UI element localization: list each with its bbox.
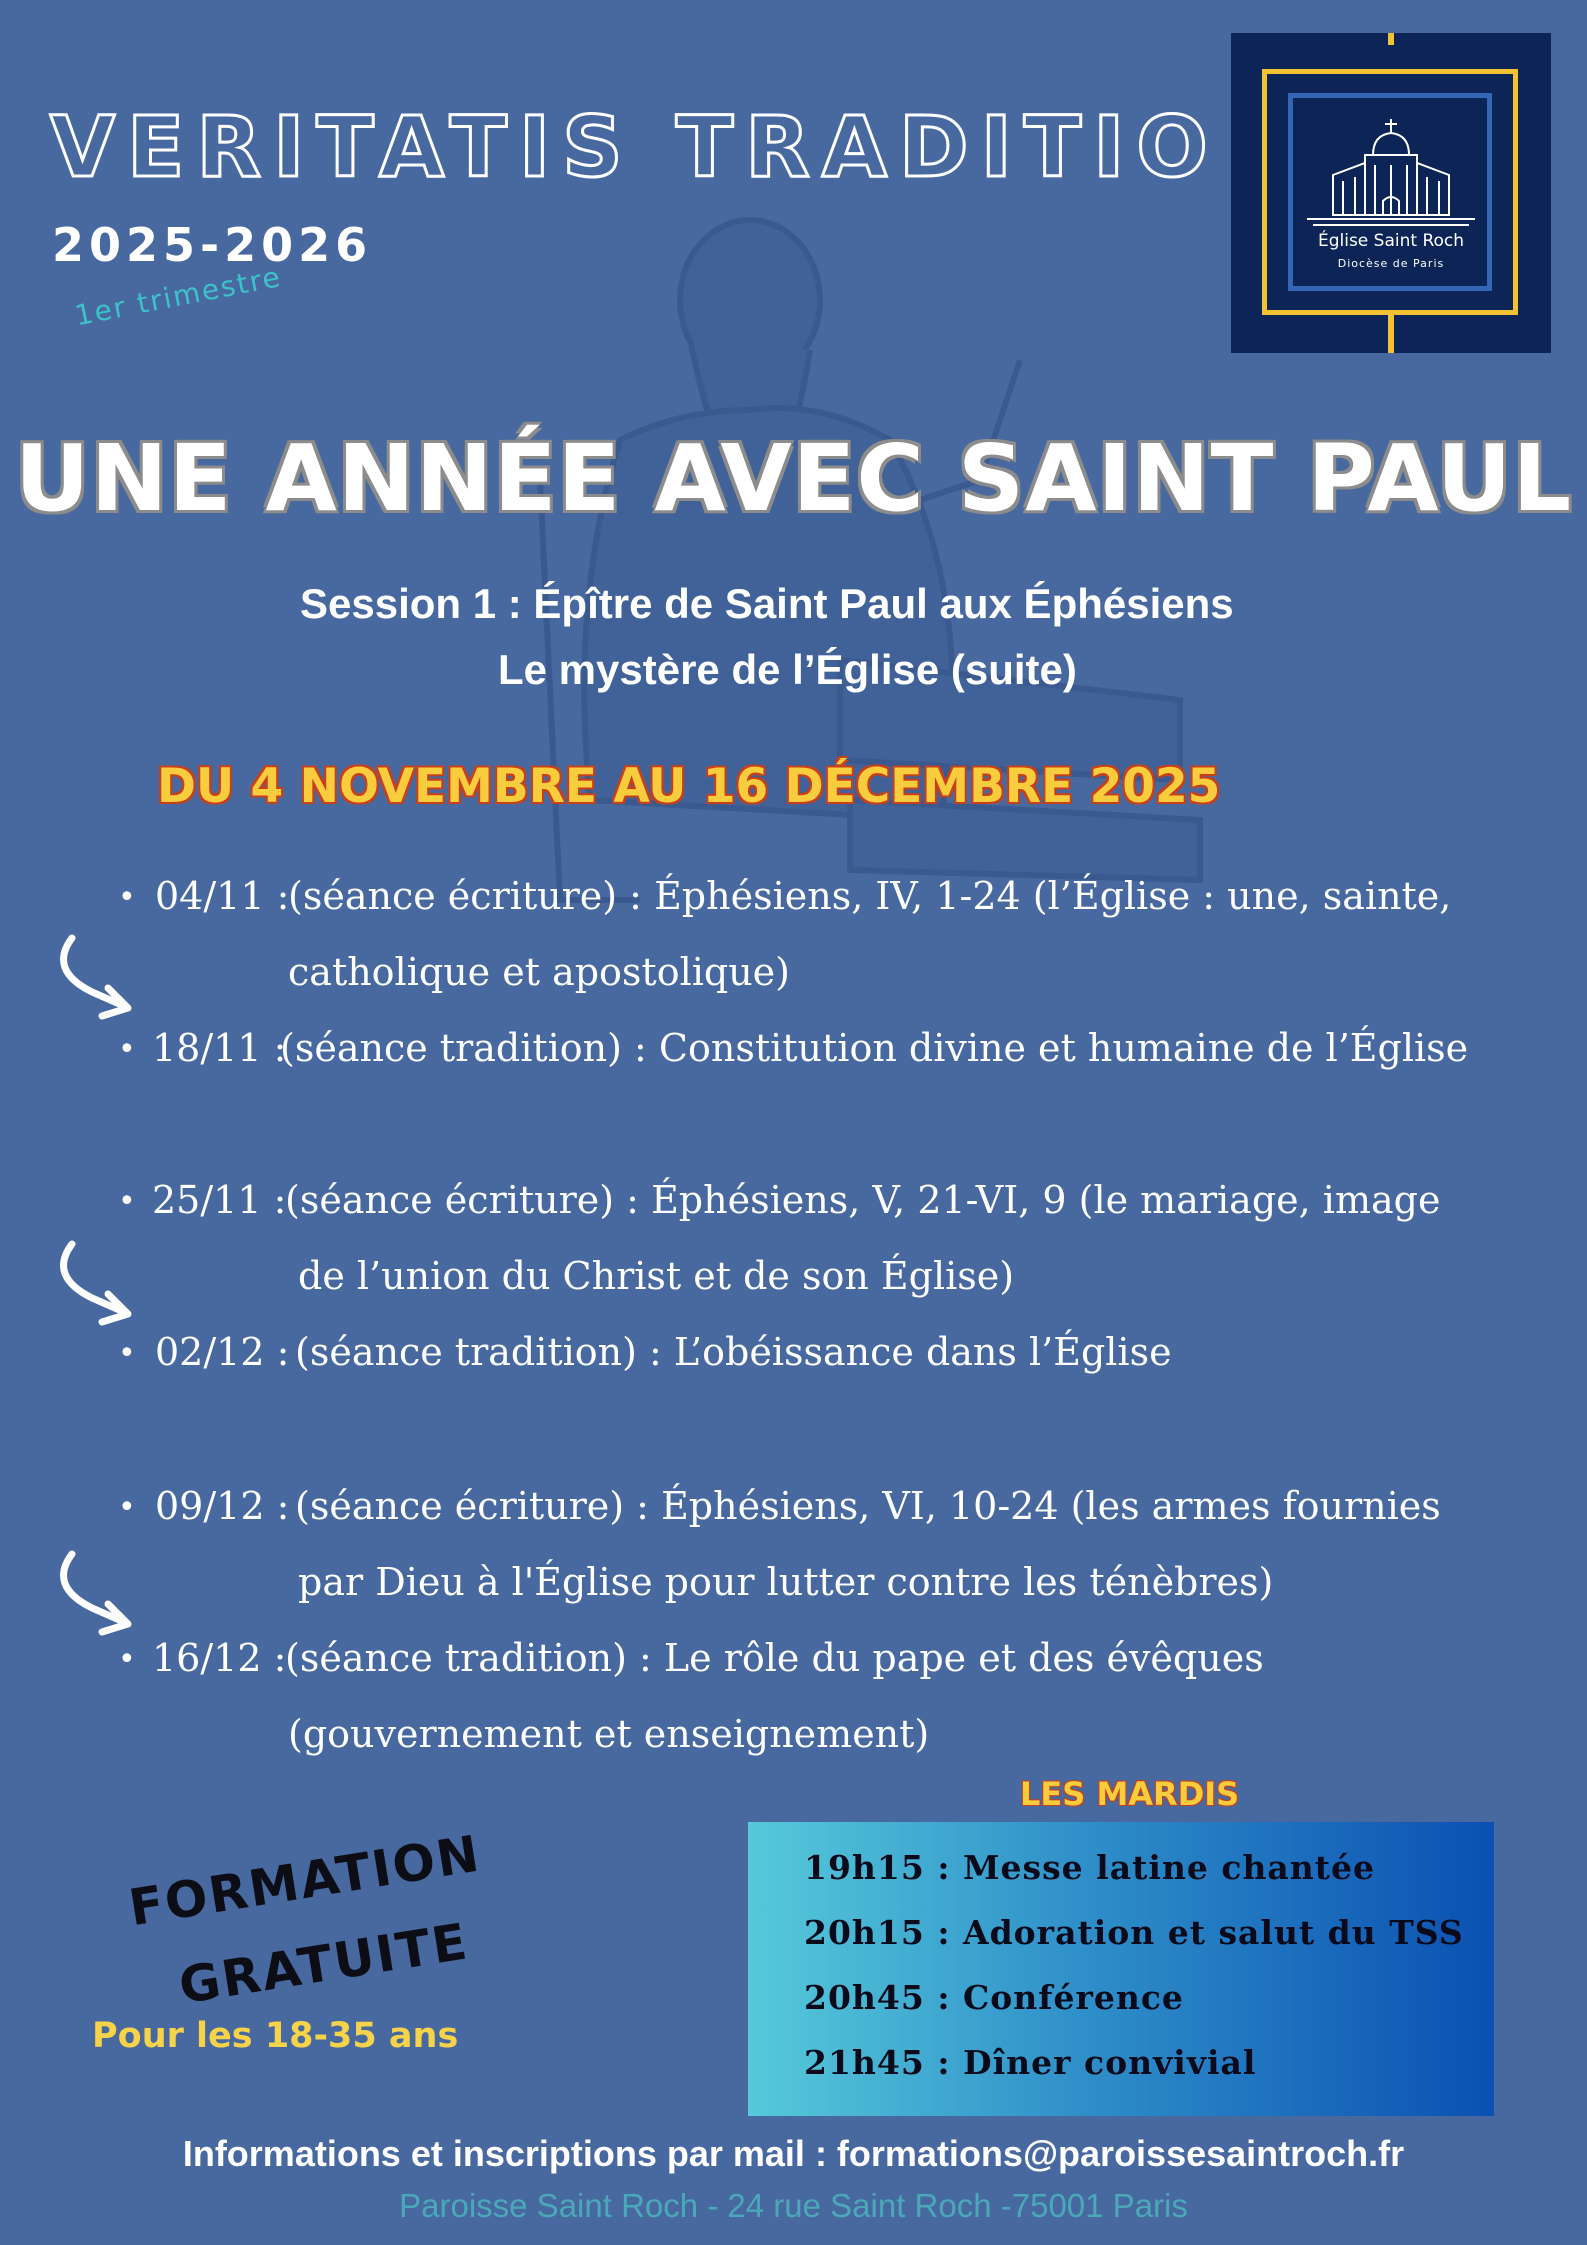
program-date: 18/11 :	[152, 1026, 287, 1070]
bullet: •	[118, 880, 136, 915]
schedule-line: 20h45 : Conférence	[804, 1978, 1184, 2017]
main-title: UNE ANNÉE AVEC SAINT PAUL	[14, 425, 1573, 532]
church-icon	[1303, 115, 1479, 227]
academic-year: 2025-2026	[52, 218, 373, 272]
program-date: 02/12 :	[155, 1330, 290, 1374]
logo-top-tick	[1388, 33, 1394, 45]
schedule-line: 20h15 : Adoration et salut du TSS	[804, 1913, 1464, 1952]
curved-arrow-icon	[52, 930, 142, 1020]
schedule-line: 21h45 : Dîner convivial	[804, 2043, 1257, 2082]
trimester-label: 1er trimestre	[72, 259, 285, 333]
contact-info: Informations et inscriptions par mail : formations@paroissesaintroch.fr	[182, 2133, 1405, 2174]
bullet: •	[118, 1336, 136, 1371]
parish-address: Paroisse Saint Roch - 24 rue Saint Roch -75001 Paris	[399, 2187, 1188, 2224]
program-text: (séance écriture) : Éphésiens, VI, 10-24 (les armes fournies	[295, 1484, 1441, 1528]
bullet: •	[118, 1642, 136, 1677]
bullet: •	[118, 1184, 136, 1219]
program-date: 04/11 :	[155, 874, 290, 918]
age-range: Pour les 18-35 ans	[92, 2016, 459, 2056]
logo-parish-name: Église Saint Roch	[1317, 231, 1465, 251]
session-subtitle: Le mystère de l’Église (suite)	[498, 646, 1077, 693]
program-text-continued: de l’union du Christ et de son Église)	[298, 1254, 1015, 1298]
program-date: 16/12 :	[152, 1636, 287, 1680]
program-text: (séance écriture) : Éphésiens, IV, 1-24 (l’Église : une, sainte,	[288, 874, 1452, 918]
program-date: 09/12 :	[155, 1484, 290, 1528]
program-text: (séance tradition) : Le rôle du pape et des évêques	[285, 1636, 1264, 1680]
logo-diocese: Diocèse de Paris	[1337, 257, 1445, 270]
program-text: (séance écriture) : Éphésiens, V, 21-VI, 9 (le mariage, image	[285, 1178, 1441, 1222]
free-training-line1: FORMATION	[125, 1824, 485, 1938]
series-title: VERITATIS TRADITIO	[50, 98, 1220, 196]
bullet: •	[118, 1032, 136, 1067]
session-title: Session 1 : Épître de Saint Paul aux Éphésiens	[300, 580, 1234, 627]
program-date: 25/11 :	[152, 1178, 287, 1222]
program-text-continued: catholique et apostolique)	[288, 950, 790, 994]
program-text: (séance tradition) : Constitution divine et humaine de l’Église	[280, 1026, 1469, 1070]
free-training-line2: GRATUITE	[175, 1912, 473, 2016]
schedule-line: 19h15 : Messe latine chantée	[804, 1848, 1376, 1887]
bullet: •	[118, 1490, 136, 1525]
date-range: DU 4 NOVEMBRE AU 16 DÉCEMBRE 2025	[157, 759, 1221, 814]
parish-logo	[1231, 33, 1551, 353]
program-text: (séance tradition) : L’obéissance dans l’Église	[295, 1330, 1172, 1374]
program-text-continued: (gouvernement et enseignement)	[288, 1712, 930, 1756]
program-text-continued: par Dieu à l'Église pour lutter contre les ténèbres)	[298, 1560, 1274, 1604]
schedule-box	[748, 1822, 1494, 2116]
logo-bottom-tick	[1388, 315, 1394, 353]
curved-arrow-icon	[52, 1546, 142, 1636]
curved-arrow-icon	[52, 1236, 142, 1326]
schedule-heading: LES MARDIS	[1020, 1775, 1240, 1813]
